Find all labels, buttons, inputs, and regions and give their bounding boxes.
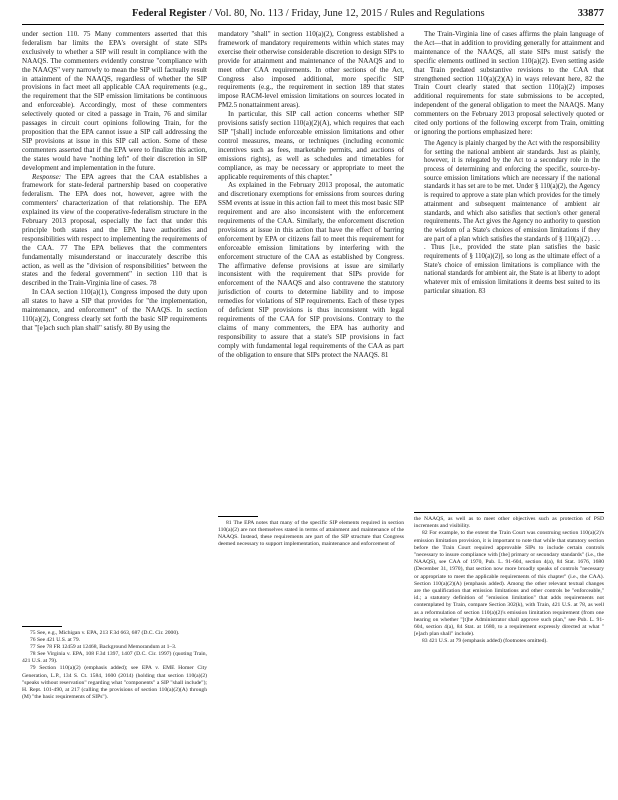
running-head: Federal Register / Vol. 80, No. 113 / Friday, June 12, 2015 / Rules and Regulations — [132, 8, 485, 19]
volume-info: Vol. 80, No. 113 — [214, 8, 284, 19]
footnote-75: 75 See, e.g., Michigan v. EPA, 213 F.3d 663, 687 (D.C. Cir. 2000). — [30, 630, 180, 636]
footnote-81: 81 The EPA notes that many of the specific SIP elements required in section 110(a)(2) are not themselves stated in terms of attainment and maintenance of the NAAQS. Instead, these requirements are part of the SIP structure that Congress deemed necessary to support implementation, maintenance and enforcement of — [218, 520, 404, 548]
train-quote: The Agency is plainly charged by the Act with the responsibility for setting the national ambient air standards. Just as plainly, however, it is relegated by the Act to a secondary role in the process of determining and enforcing the specific, source-by-source emission limitations which are necessary if the national standards it has set are to be met. Under § 110(a)(2), the Agency is required to approve a state plan which provides for the timely attainment and subsequent maintenance of ambient air standards, and which also satisfies that section's other general requirements. The Act gives the Agency no authority to question the wisdom of a State's choices of emission limitations if they are part of a plan which satisfies the standards of § 110(a)(2) . . . . Thus [i.e., provided the state plan satisfies the basic requirements of § 110(a)(2)], so long as the ultimate effect of a State's choice of emission limitations is compliance with the national standards for ambient air, the State is at liberty to adopt whatever mix of emission limitations it deems best suited to its particular situation. 83 — [424, 139, 600, 295]
footnote-list — [22, 630, 207, 701]
footnote-83: 83 421 U.S. at 79 (emphasis added) (footnotes omitted). — [422, 638, 548, 645]
footnote-82: 82 For example, to the extent the Train Court was construing section 110(a)(2)'s emission limitation provision, it is important to note that while that statutory section before the Train Court required approvable SIPs to include certain controls "necessary to insure compliance with [the] primary or secondary standards" (i.e., the NAAQS), see CAA of 1970, Pub. L. 91-604, section 4(a), 84 Stat. 1676, 1680 (December 31, 1970), that section now more broadly speaks of controls "necessary or appropriate to meet the applicable requirements of this chapter" (i.e., the CAA). Section 110(a)(2)(A) (emphasis added). Among the other relevant textual changes are the qualification that emission limitations and other controls be "enforceable," id.; a statutory definition of "emission limitation" that adds requirements not contemplated by Train, compare Section 302(k), with Train, 421 U.S. at 78, as well as a reformulation of section 110(a)(2)'s emission limitation requirement (from one hearing on whether "[t]he Administrator shall approve such plan," see Pub. L. 91-604, section 4(a), 84 Stat. at 1680, to a requirement expressly directed at what "[e]ach plan shall" include). — [414, 530, 604, 638]
footnote-rule — [218, 516, 258, 517]
page-header — [22, 6, 604, 22]
col2-paragraph-3: As explained in the February 2013 proposal, the automatic and discretionary exemptions for emissions from sources during SSM events at issue in this action fail to meet this most basic SIP requirement and are also inconsistent with the enforcement requirements of the CAA. Similarly, the enforcement discretion provisions at issue in this action that have the effect of barring enforcement by EPA or citizens fail to meet this requirement for enforceable emission limitations by interfering with the enforcement structure of the CAA as established by Congress. The affirmative defense provisions at issue are similarly inconsistent with the requirement that SIPs provide for enforcement of the NAAQS and also contravene the statutory jurisdiction of courts to determine liability and to impose remedies for violations of SIP requirements. Each of these types of deficient SIP provisions is thus inconsistent with legal requirements of the CAA for SIP provisions. Contrary to the claims of many commenters, the EPA has authority and responsibility to assure that a state's SIP provisions in fact comply with fundamental legal requirements of the CAA as part of the obligation to ensure that SIPs protect the NAAQS. 81 — [218, 181, 404, 359]
footnote-rule — [414, 512, 604, 513]
footnote-81-continued: the NAAQS, as well as to meet other objectives such as protection of PSD increments and visibility. — [414, 516, 604, 530]
footnote-76: 76 See 421 U.S. at 79. — [30, 637, 81, 644]
publication-name: Federal Register — [132, 8, 207, 19]
issue-date: Friday, June 12, 2015 — [291, 8, 382, 19]
col2-paragraph-1: mandatory "shall" in section 110(a)(2), Congress established a framework of mandatory requirements within which states may exercise their otherwise considerable discretion to design SIPs to provide for attainment and maintenance of the NAAQS and to meet other CAA requirements. In other sections of the Act, Congress also imposed additional, more specific SIP requirements (e.g., the requirement in section 189 that states impose RACM-level emission limitations on sources located in PM2.5 nonattainment areas). — [218, 30, 404, 110]
footnote-78: 78 See Virginia v. EPA, 108 F.3d 1397, 1407 (D.C. Cir. 1997) (quoting Train, 421 U.S. at 79). — [22, 651, 207, 665]
col1-paragraph-2 — [22, 173, 207, 289]
column-1 — [22, 30, 207, 790]
header-rule — [22, 24, 604, 25]
col3-paragraph-1: The Train-Virginia line of cases affirms the plain language of the Act—that in addition to providing generally for attainment and maintenance of the NAAQS, all state SIPs must satisfy the specific elements outlined in section 110(a)(2). Even setting aside that Train predated substantive revisions to the CAA that strengthened section 110(a)(2)(A) in ways relevant here, 82 the Train Court clearly stated that section 110(a)(2) imposes additional requirements for state submissions to be accepted, independent of the general obligation to meet the NAAQS. Many commenters on the February 2013 proposal selectively quoted or cited only portions of the following excerpt from Train, omitting or ignoring the portions emphasized here: — [414, 30, 604, 136]
block-quote — [414, 140, 604, 297]
col3-footnotes — [414, 512, 604, 646]
footnote-rule — [22, 626, 62, 627]
page-number: 33877 — [577, 8, 604, 19]
column-3 — [414, 30, 604, 300]
footnote-77: 77 See 78 FR 12459 at 12468, Background Memorandum at 1–3. — [30, 644, 177, 651]
col2-paragraph-2: In particular, this SIP call action concerns whether SIP provisions satisfy section 110(a)(2)(A), which requires that each SIP "[shall] include enforceable emission limitations and other control measures, means, or techniques (including economic incentives such as fees, marketable permits, and auctions of emissions rights), as well as schedules and timetables for compliance, as may be necessary or appropriate to meet the applicable requirements of this chapter." — [218, 110, 404, 181]
col1-paragraph-3: In CAA section 110(a)(1), Congress imposed the duty upon all states to have a SIP that provides for "the implementation, maintenance, and enforcement" of the NAAQS. In section 110(a)(2), Congress clearly set forth the basic SIP requirements that "[e]ach such plan shall" satisfy. 80 By using the — [22, 288, 207, 332]
col2-footnotes — [218, 512, 404, 548]
footnote-list — [414, 516, 604, 646]
footnote-list — [218, 520, 404, 548]
col1-paragraph-2-text: The EPA agrees that the CAA establishes a framework for state-federal partnership based on cooperative federalism. The EPA does not, however, agree with the commenters' characterization of that relationship. The EPA explained its view of the cooperative-federalism structure in the February 2013 proposal, especially the fact that under this principle both states and the EPA have authorities and responsibilities with respect to implementing the requirements of the CAA. 77 The EPA believes that the commenters fundamentally misunderstand or inaccurately describe this action, as well as the "division of responsibilities" between the states and the federal government" in section 110 that is described in the Train-Virginia line of cases. 78 — [22, 172, 207, 288]
response-label: Response: — [32, 172, 62, 181]
column-2 — [218, 30, 404, 790]
col1-footnotes — [22, 622, 207, 701]
section-name: Rules and Regulations — [390, 8, 485, 19]
footnote-79: 79 Section 110(a)(2) (emphasis added); see EPA v. EME Homer City Generation, L.P., 134 S. Ct. 1584, 1600 (2014) (holding that section 110(a)(2) "speaks without reservation" regarding what "components" a SIP "shall include"); H. Rept. 101-490, at 217 (calling the provisions of section 110(a)(2)(A) through (M) "the basic requirements of SIPs"). — [22, 665, 207, 700]
col1-paragraph-1: under section 110. 75 Many commenters asserted that this federalism bar limits the EPA's oversight of state SIPs exclusively to whether a SIP will result in compliance with the NAAQS. The commenters evidently construe "compliance with the NAAQS" very narrowly to mean the SIP will factually result in attainment of the NAAQS, regardless of whether the SIP provisions in fact meet all applicable CAA requirements (e.g., the requirement that the SIP emission limitations be continuous and enforceable). Accordingly, most of these commenters selectively quoted or cited a passage in Train, 76 and similar passages in circuit court opinions following Train, for the proposition that the EPA cannot issue a SIP call addressing the SIP provisions at issue in this SIP call action. Some of these commenters asserted that if the EPA were to finalize this action, the states would have "nothing left" of their discretion in SIP development and implementation in the future. — [22, 30, 207, 172]
